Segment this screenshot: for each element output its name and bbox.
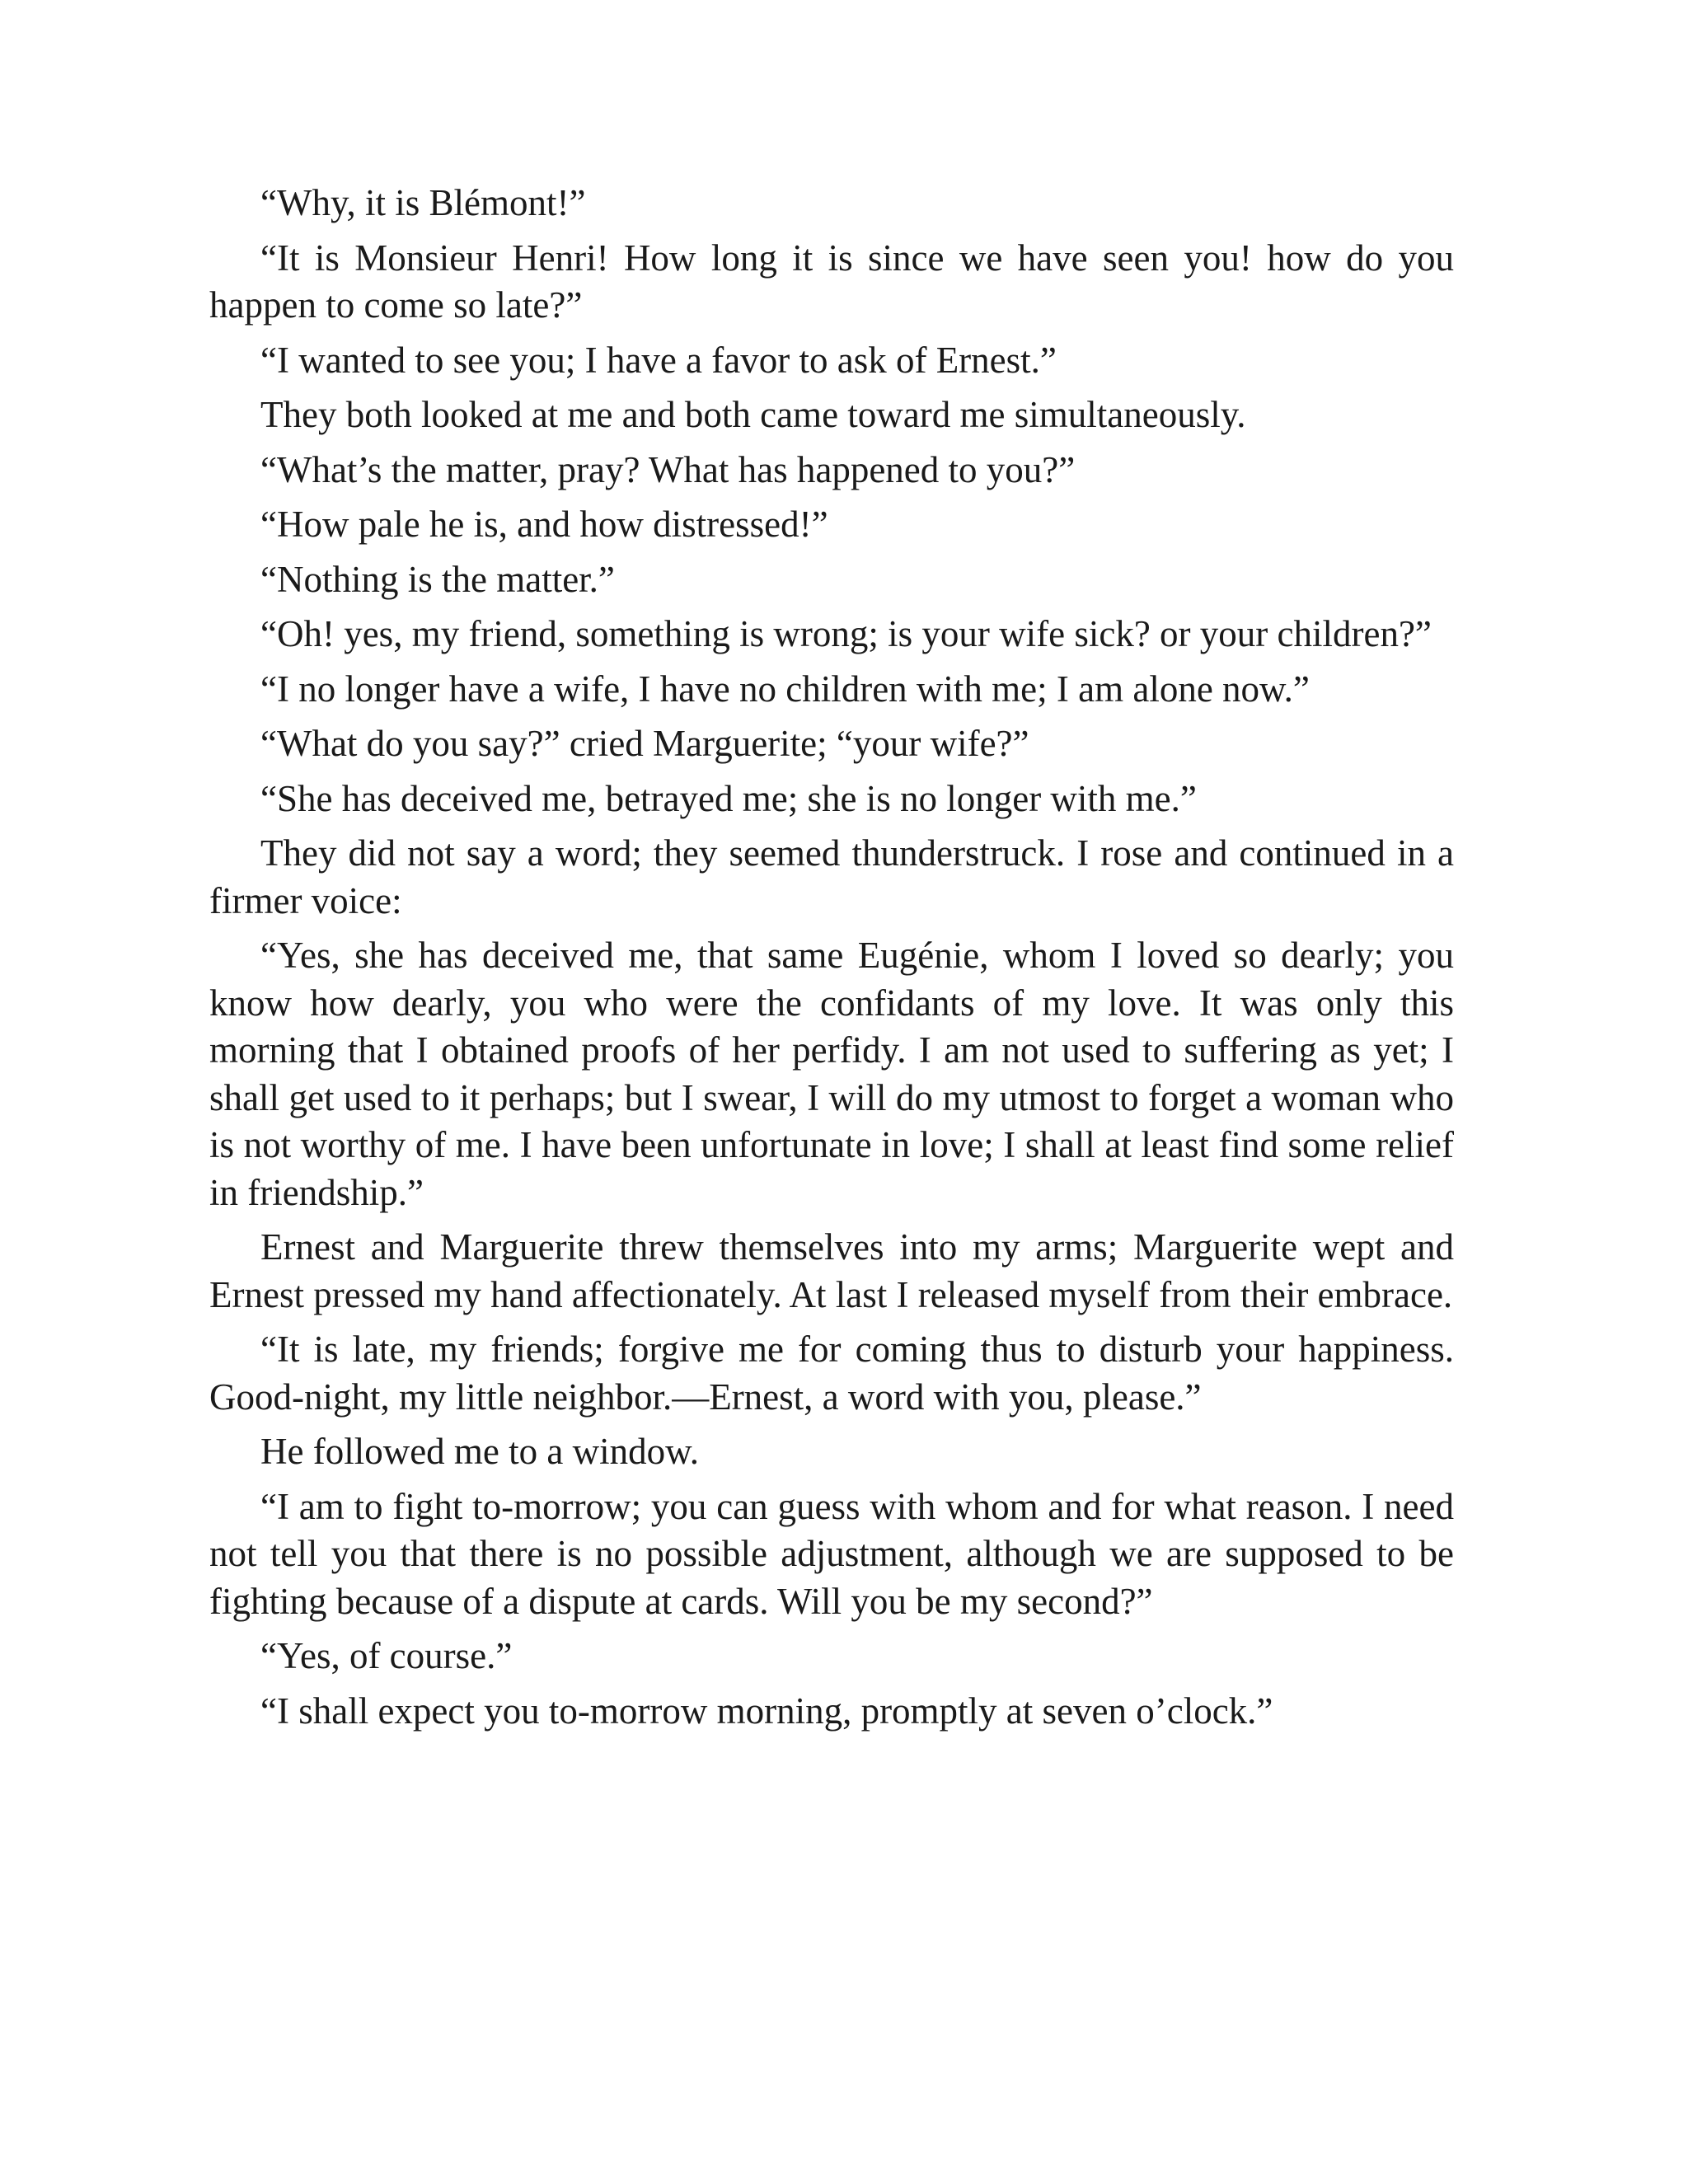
paragraph-8: “Oh! yes, my friend, something is wrong; is your wife sick? or your children?”: [260, 613, 1432, 654]
paragraph-18: “Yes, of course.”: [260, 1635, 513, 1676]
paragraph-3: “I wanted to see you; I have a favor to ask of Ernest.”: [260, 339, 1057, 381]
paragraph-2: “It is Monsieur Henri! How long it is since we have seen you! how do you happen to come so late?”: [209, 237, 1454, 326]
paragraph-14: Ernest and Marguerite threw themselves into my arms; Marguerite wept and Ernest pressed my hand affectionately. At last I released myself from their embrace.: [209, 1226, 1454, 1315]
paragraph-11: “She has deceived me, betrayed me; she is no longer with me.”: [260, 777, 1197, 819]
paragraph-13: “Yes, she has deceived me, that same Eugénie, whom I loved so dearly; you know how dearly, you who were the confidants of my love. It was only this morning that I obtained proofs of her perfidy. I am not used to suffering as yet; I shall get used to it perhaps; but I swear, I will do my utmost to forget a woman who is not worthy of me. I have been unfortunate in love; I shall at least find some relief in friendship.”: [209, 935, 1454, 1213]
paragraph-19: “I shall expect you to-morrow morning, promptly at seven o’clock.”: [260, 1690, 1273, 1732]
book-page-text: [209, 180, 1454, 1742]
paragraph-16: He followed me to a window.: [260, 1431, 699, 1472]
paragraph-9: “I no longer have a wife, I have no children with me; I am alone now.”: [260, 668, 1310, 710]
paragraph-6: “How pale he is, and how distressed!”: [260, 504, 828, 545]
paragraph-17: “I am to fight to-morrow; you can guess with whom and for what reason. I need not tell you that there is no possible adjustment, although we are supposed to be fighting because of a dispute at cards. Will you be my second?”: [209, 1485, 1454, 1622]
paragraph-15: “It is late, my friends; forgive me for coming thus to disturb your happiness. Good-night, my little neighbor.—Ernest, a word with you, please.”: [209, 1329, 1454, 1418]
paragraph-12: They did not say a word; they seemed thunderstruck. I rose and continued in a firmer voice:: [209, 832, 1454, 921]
paragraph-7: “Nothing is the matter.”: [260, 558, 615, 600]
paragraph-4: They both looked at me and both came toward me simultaneously.: [260, 394, 1246, 435]
paragraph-1: “Why, it is Blémont!”: [260, 182, 586, 223]
paragraph-10: “What do you say?” cried Marguerite; “your wife?”: [260, 723, 1029, 764]
paragraph-5: “What’s the matter, pray? What has happened to you?”: [260, 448, 1076, 490]
